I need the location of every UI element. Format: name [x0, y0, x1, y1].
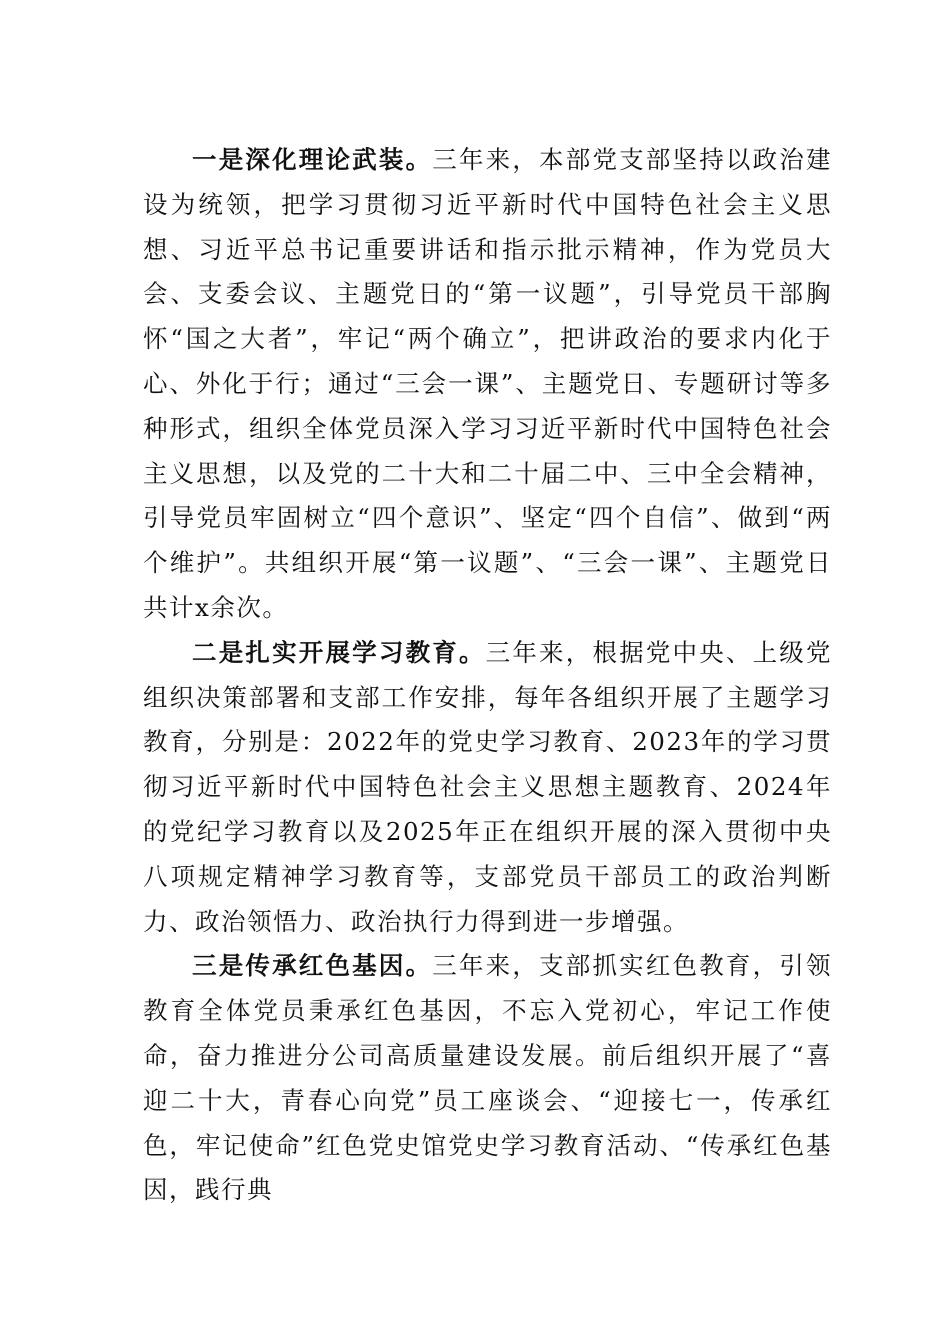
paragraph-learning-education	[143, 631, 832, 945]
paragraph-body: 三年来，支部抓实红色教育，引领教育全体党员秉承红色基因，不忘入党初心，牢记工作使命，奋力推进分公司高质量建设发展。前后组织开展了“喜迎二十大，青春心向党”员工座谈会、“迎接七一，传承红色，牢记使命”红色党史馆党史学习教育活动、“传承红色基因，践行典	[143, 951, 833, 1205]
paragraph-heading: 一是深化理论武装。	[192, 145, 433, 174]
paragraph-body: 三年来，根据党中央、上级党组织决策部署和支部工作安排，每年各组织开展了主题学习教育，分别是：2022年的党史学习教育、2023年的学习贯彻习近平新时代中国特色社会主义思想主题教育、2024年的党纪学习教育以及2025年正在组织开展的深入贯彻中央八项规定精神学习教育等，支部党员干部员工的政治判断力、政治领悟力、政治执行力得到进一步增强。	[143, 637, 833, 936]
paragraph-heading: 二是扎实开展学习教育。	[192, 637, 486, 667]
paragraph-red-gene	[143, 944, 832, 1213]
paragraph-heading: 三是传承红色基因。	[192, 951, 433, 981]
paragraph-theory-study	[143, 138, 832, 631]
paragraph-body: 三年来，本部党支部坚持以政治建设为统领，把学习贯彻习近平新时代中国特色社会主义思想、习近平总书记重要讲话和指示批示精神，作为党员大会、支委会议、主题党日的“第一议题”，引导党员干部胸怀“国之大者”，牢记“两个确立”，把讲政治的要求内化于心、外化于行；通过“三会一课”、主题党日、专题研讨等多种形式，组织全体党员深入学习习近平新时代中国特色社会主义思想，以及党的二十大和二十届二中、三中全会精神，引导党员牢固树立“四个意识”、坚定“四个自信”、做到“两个维护”。共组织开展“第一议题”、“三会一课”、主题党日共计x余次。	[143, 145, 833, 622]
